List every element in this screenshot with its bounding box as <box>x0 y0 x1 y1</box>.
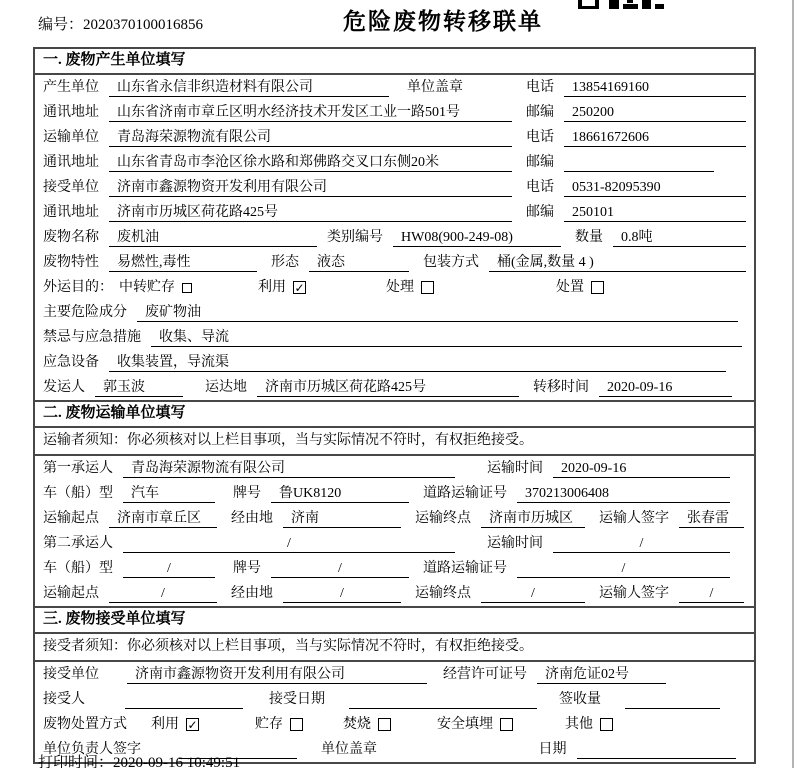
date-value <box>577 740 737 759</box>
outbound-purpose-row <box>35 275 754 300</box>
qr-module <box>578 6 599 9</box>
checkbox-checked-icon: ✓ <box>294 281 305 295</box>
second-carrier-row <box>35 531 754 556</box>
address-label: 通讯地址 <box>43 205 99 220</box>
disposal-landfill-option <box>437 715 513 734</box>
acceptor-row <box>35 687 754 712</box>
outbound-purpose-label: 外运目的： <box>43 280 113 295</box>
consignor-label: 发运人 <box>43 380 85 395</box>
producer-unit-row <box>35 75 754 100</box>
receiver-address-row <box>35 200 754 225</box>
first-carrier-row <box>35 456 754 481</box>
waste-property-label: 废物特性 <box>43 255 99 270</box>
waste-name-row <box>35 225 754 250</box>
purpose-treat-option <box>386 278 434 297</box>
plate-number-label: 牌号 <box>233 561 261 576</box>
print-time <box>38 751 240 768</box>
terminus-label: 运输终点 <box>415 586 471 601</box>
origin-value: 济南市章丘区 <box>109 509 217 528</box>
disposal-method-label: 废物处置方式 <box>43 717 127 732</box>
terminus-value: / <box>481 584 585 603</box>
vehicle-type-value: 汽车 <box>123 484 215 503</box>
page-header <box>0 0 796 46</box>
origin-value: / <box>109 584 217 603</box>
checkbox-label: 其他 <box>565 717 593 732</box>
accept-date-label: 接受日期 <box>269 692 325 707</box>
second-carrier-value: / <box>123 534 455 553</box>
vehicle-type-value: / <box>123 559 215 578</box>
receiver-unit-row <box>35 175 754 200</box>
page-title: 危险废物转移联单 <box>343 9 543 34</box>
form-state-value: 液态 <box>309 253 409 272</box>
transporter-phone-value: 18661672606 <box>564 128 746 147</box>
document-number <box>38 13 203 34</box>
section1-title: 一. 废物产生单位填写 <box>35 49 754 75</box>
address-label: 通讯地址 <box>43 105 99 120</box>
transporter-unit-row <box>35 125 754 150</box>
transport-date-value: 2020-09-16 <box>553 459 730 478</box>
checkbox-icon <box>421 281 434 294</box>
disposal-method-row <box>35 712 754 737</box>
carrier-signature-label: 运输人签字 <box>599 511 669 526</box>
quantity-value: 0.8吨 <box>613 228 746 247</box>
plate-number-value: 鲁UK8120 <box>271 484 409 503</box>
road-permit-label: 道路运输证号 <box>423 486 507 501</box>
business-license-label: 经营许可证号 <box>443 667 527 682</box>
checkbox-icon <box>378 718 391 731</box>
emergency-equipment-row <box>35 350 754 375</box>
vehicle-type-row <box>35 481 754 506</box>
producer-address-value: 山东省济南市章丘区明水经济技术开发区工业一路501号 <box>109 103 512 122</box>
acceptor-label: 接受人 <box>43 692 85 707</box>
received-amount-label: 签收量 <box>559 692 601 707</box>
document-number-value: 2020370100016856 <box>83 17 204 33</box>
producer-address-row <box>35 100 754 125</box>
carrier-signature-value: 张春雷 <box>679 509 744 528</box>
checkbox-checked-icon: ✓ <box>187 718 198 732</box>
checkbox-label: 安全填埋 <box>437 717 493 732</box>
road-permit-value: / <box>517 559 730 578</box>
received-amount-value <box>625 690 720 709</box>
transporter-notice: 运输者须知：你必须核对以上栏目事项，当与实际情况不符时，有权拒绝接受。 <box>35 428 754 456</box>
origin-label: 运输起点 <box>43 586 99 601</box>
terminus-value: 济南市历城区 <box>481 509 585 528</box>
packing-value: 桶(金属,数量 4 ) <box>489 253 746 272</box>
emergency-measures-label: 禁忌与应急措施 <box>43 330 141 345</box>
producer-unit-value: 山东省永信非织造材料有限公司 <box>109 78 389 97</box>
destination-value: 济南市历城区荷花路425号 <box>257 378 519 397</box>
emergency-equipment-label: 应急设备 <box>43 355 99 370</box>
disposal-storage-option <box>255 715 303 734</box>
section2-title: 二. 废物运输单位填写 <box>35 400 754 428</box>
category-code-value: HW08(900-249-08) <box>393 228 561 247</box>
document-number-label: 编号： <box>38 17 84 33</box>
accept-date-value <box>349 690 537 709</box>
terminus-label: 运输终点 <box>415 511 471 526</box>
transport-route-row-2 <box>35 581 754 606</box>
checkbox-label: 处理 <box>386 280 414 295</box>
accepting-unit-row <box>35 662 754 687</box>
transfer-date-label: 转移时间 <box>533 380 589 395</box>
disposal-other-option <box>565 715 613 734</box>
waste-property-row <box>35 250 754 275</box>
consignor-value: 郭玉波 <box>95 378 183 397</box>
checkbox-icon <box>500 718 513 731</box>
transporter-address-row <box>35 150 754 175</box>
road-permit-value: 370213006408 <box>517 484 730 503</box>
unit-seal-label: 单位盖章 <box>407 80 463 95</box>
producer-unit-label: 产生单位 <box>43 80 99 95</box>
transporter-unit-value: 青岛海荣源物流有限公司 <box>109 128 512 147</box>
purpose-utilize-option <box>258 278 306 297</box>
waste-name-value: 废机油 <box>109 228 317 247</box>
via-value: 济南 <box>283 509 401 528</box>
receiver-address-value: 济南市历城区荷花路425号 <box>109 203 512 222</box>
emergency-equipment-value: 收集装置，导流渠 <box>109 353 726 372</box>
checkbox-label: 利用 <box>151 717 179 732</box>
qr-module <box>609 0 619 9</box>
address-label: 通讯地址 <box>43 155 99 170</box>
postcode-label: 邮编 <box>526 155 554 170</box>
section3-title: 三. 废物接受单位填写 <box>35 606 754 634</box>
transport-date-label: 运输时间 <box>487 536 543 551</box>
qr-module <box>623 4 638 9</box>
transport-date-value: / <box>553 534 730 553</box>
disposal-incinerate-option <box>343 715 391 734</box>
hazard-component-label: 主要危险成分 <box>43 305 127 320</box>
second-carrier-label: 第二承运人 <box>43 536 113 551</box>
transport-date-label: 运输时间 <box>487 461 543 476</box>
disposal-utilize-option <box>151 715 199 734</box>
hazard-component-row <box>35 300 754 325</box>
form-state-label: 形态 <box>271 255 299 270</box>
business-license-value: 济南危证02号 <box>537 665 666 684</box>
checkbox-label: 焚烧 <box>343 717 371 732</box>
postcode-label: 邮编 <box>526 205 554 220</box>
purpose-transfer-storage-option <box>119 278 192 297</box>
receiver-phone-value: 0531-82095390 <box>564 178 746 197</box>
date-label: 日期 <box>538 742 567 757</box>
packing-label: 包装方式 <box>423 255 479 270</box>
vehicle-type-row-2 <box>35 556 754 581</box>
plate-number-value: / <box>271 559 409 578</box>
qr-module <box>642 0 651 9</box>
phone-label: 电话 <box>526 80 554 95</box>
waste-property-value: 易燃性,毒性 <box>109 253 257 272</box>
purpose-dispose-option <box>556 278 604 297</box>
postcode-label: 邮编 <box>526 105 554 120</box>
checkbox-icon <box>290 718 303 731</box>
producer-phone-value: 13854169160 <box>564 78 746 97</box>
receiver-notice: 接受者须知：你必须核对以上栏目事项，当与实际情况不符时，有权拒绝接受。 <box>35 634 754 662</box>
carrier-signature-value: / <box>679 584 744 603</box>
print-time-label: 打印时间： <box>38 755 114 768</box>
checkbox-icon <box>182 283 192 293</box>
receiver-postcode-value: 250101 <box>564 203 746 222</box>
accepting-unit-value: 济南市鑫源物资开发利用有限公司 <box>127 665 427 684</box>
emergency-measures-row <box>35 325 754 350</box>
receiver-unit-label: 接受单位 <box>43 180 99 195</box>
vehicle-type-label: 车（船）型 <box>43 486 113 501</box>
quantity-label: 数量 <box>575 230 603 245</box>
checkbox-icon <box>600 718 613 731</box>
first-carrier-value: 青岛海荣源物流有限公司 <box>123 459 455 478</box>
page-edge-line <box>792 0 794 768</box>
transporter-postcode-value <box>564 153 714 172</box>
checkbox-label: 贮存 <box>255 717 283 732</box>
emergency-measures-value: 收集、导流 <box>151 328 742 347</box>
receiver-unit-value: 济南市鑫源物资开发利用有限公司 <box>109 178 512 197</box>
via-label: 经由地 <box>231 586 273 601</box>
via-value: / <box>283 584 401 603</box>
carrier-signature-label: 运输人签字 <box>599 586 669 601</box>
phone-label: 电话 <box>526 180 554 195</box>
destination-label: 运达地 <box>205 380 247 395</box>
responsible-signature-label: 单位负责人签字 <box>43 742 141 757</box>
acceptor-value <box>125 690 243 709</box>
checkbox-label: 处置 <box>556 280 584 295</box>
qr-module <box>627 0 633 3</box>
qr-module <box>655 4 664 9</box>
transporter-unit-label: 运输单位 <box>43 130 99 145</box>
checkbox-label: 利用 <box>258 280 286 295</box>
transfer-form-table <box>33 47 756 764</box>
producer-postcode-value: 250200 <box>564 103 746 122</box>
hazard-component-value: 废矿物油 <box>137 303 738 322</box>
via-label: 经由地 <box>231 511 273 526</box>
transporter-address-value: 山东省青岛市李沧区徐水路和郑佛路交叉口东侧20米 <box>109 153 512 172</box>
qr-code-partial <box>578 0 664 9</box>
first-carrier-label: 第一承运人 <box>43 461 113 476</box>
waste-name-label: 废物名称 <box>43 230 99 245</box>
plate-number-label: 牌号 <box>233 486 261 501</box>
origin-label: 运输起点 <box>43 511 99 526</box>
consignor-row <box>35 375 754 400</box>
print-time-value: 2020-09-16 10:49:51 <box>113 755 241 768</box>
phone-label: 电话 <box>526 130 554 145</box>
transport-route-row <box>35 506 754 531</box>
unit-seal-label: 单位盖章 <box>321 742 377 757</box>
checkbox-label: 中转贮存 <box>119 280 175 295</box>
vehicle-type-label: 车（船）型 <box>43 561 113 576</box>
transfer-date-value: 2020-09-16 <box>599 378 732 397</box>
accepting-unit-label: 接受单位 <box>43 667 99 682</box>
category-code-label: 类别编号 <box>327 230 383 245</box>
checkbox-icon <box>591 281 604 294</box>
road-permit-label: 道路运输证号 <box>423 561 507 576</box>
